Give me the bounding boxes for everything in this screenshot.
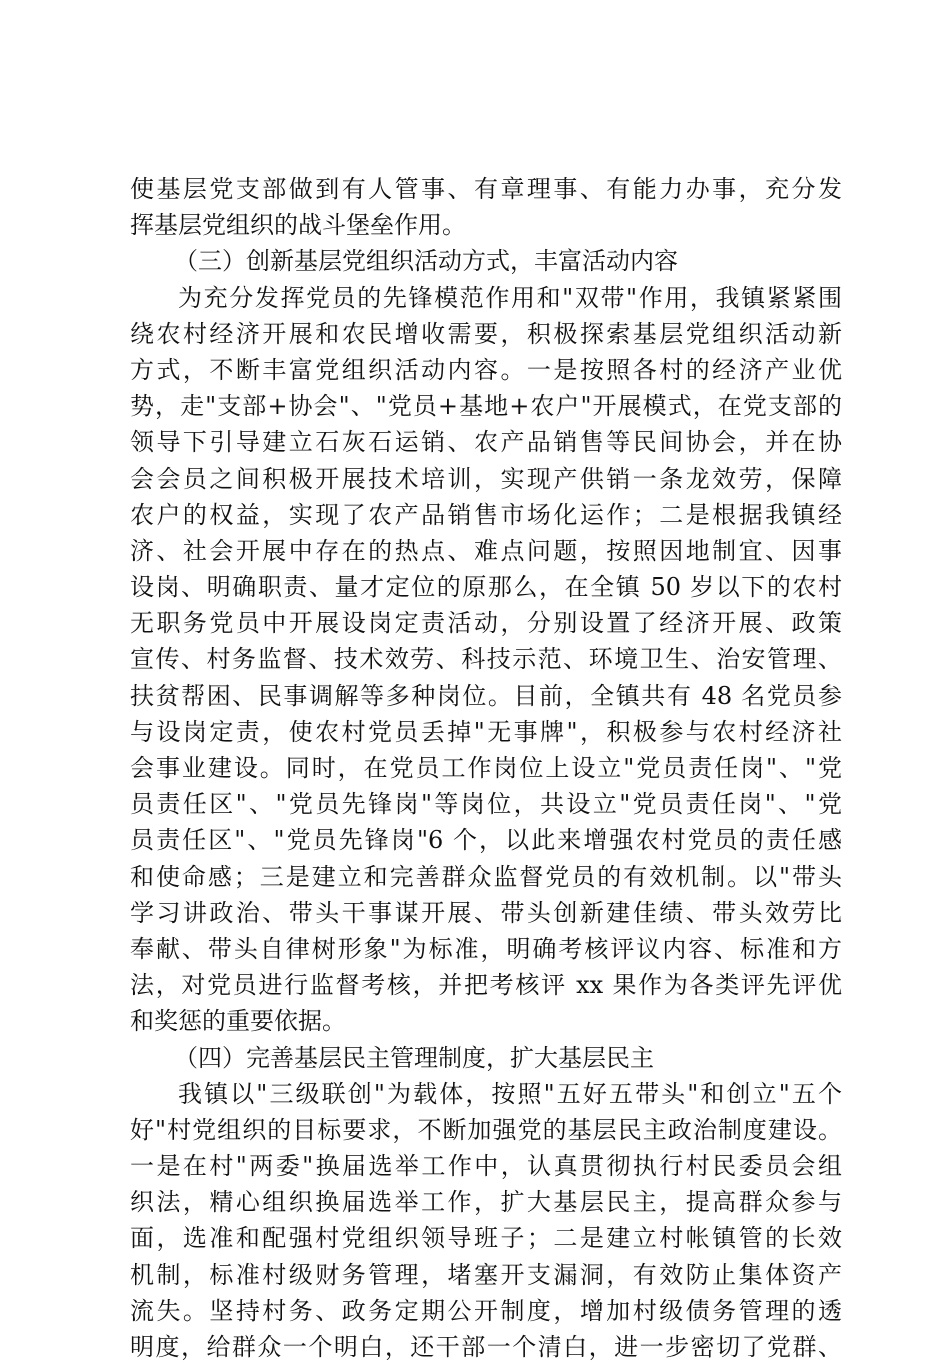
- paragraph-line: 宣传、村务监督、技术效劳、科技示范、环境卫生、治安管理、: [130, 645, 842, 674]
- paragraph-line: 设岗、明确职责、量才定位的原那么，在全镇 50 岁以下的农村: [130, 573, 842, 602]
- paragraph-line: 会会员之间积极开展技术培训，实现产供销一条龙效劳，保障: [130, 464, 842, 493]
- paragraph-line: 与设岗定责，使农村党员丢掉"无事牌"，积极参与农村经济社: [130, 717, 842, 746]
- paragraph-line: 使基层党支部做到有人管事、有章理事、有能力办事，充分发: [130, 175, 842, 203]
- paragraph-line: 员责任区"、"党员先锋岗"等岗位，共设立"党员责任岗"、"党: [130, 790, 842, 819]
- paragraph-line: 扶贫帮困、民事调解等多种岗位。目前，全镇共有 48 名党员参: [130, 681, 842, 710]
- paragraph-line: 法，对党员进行监督考核，并把考核评 xx 果作为各类评先评优: [130, 971, 842, 1000]
- paragraph-line: 织法，精心组织换届选举工作，扩大基层民主，提高群众参与: [130, 1188, 842, 1217]
- paragraph-line: 势，走"支部+协会"、"党员+基地+农户"开展模式，在党支部的: [130, 392, 842, 421]
- paragraph-line: 无职务党员中开展设岗定责活动，分别设置了经济开展、政策: [130, 609, 842, 638]
- paragraph-line: 农户的权益，实现了农产品销售市场化运作；二是根据我镇经: [130, 500, 842, 529]
- paragraph-line: 好"村党组织的目标要求，不断加强党的基层民主政治制度建设。: [130, 1115, 842, 1144]
- paragraph-line: 学习讲政治、带头干事谋开展、带头创新建佳绩、带头效劳比: [130, 898, 842, 927]
- paragraph-line: 领导下引导建立石灰石运销、农产品销售等民间协会，并在协: [130, 428, 842, 457]
- paragraph-line: 奉献、带头自律树形象"为标准，明确考核评议内容、标准和方: [130, 934, 842, 963]
- section-heading-4: （四）完善基层民主管理制度，扩大基层民主: [174, 1043, 654, 1072]
- paragraph-line: 为充分发挥党员的先锋模范作用和"双带"作用，我镇紧紧围: [178, 283, 842, 312]
- paragraph-line: 会事业建设。同时，在党员工作岗位上设立"党员责任岗"、"党: [130, 754, 842, 782]
- paragraph-line: 和使命感；三是建立和完善群众监督党员的有效机制。以"带头: [130, 862, 842, 891]
- paragraph-line: 绕农村经济开展和农民增收需要，积极探索基层党组织活动新: [130, 319, 842, 348]
- paragraph-line: 机制，标准村级财务管理，堵塞开支漏洞，有效防止集体资产: [130, 1260, 842, 1289]
- paragraph-line: 方式，不断丰富党组织活动内容。一是按照各村的经济产业优: [130, 355, 842, 384]
- paragraph-line: 面，选准和配强村党组织领导班子；二是建立村帐镇管的长效: [130, 1224, 842, 1253]
- paragraph-line: 一是在村"两委"换届选举工作中，认真贯彻执行村民委员会组: [130, 1152, 842, 1181]
- paragraph-line: 员责任区"、"党员先锋岗"6 个，以此来增强农村党员的责任感: [130, 826, 842, 855]
- paragraph-line: 我镇以"三级联创"为载体，按照"五好五带头"和创立"五个: [178, 1079, 842, 1108]
- document-body: [130, 171, 842, 1365]
- paragraph-line: 和奖惩的重要依据。: [130, 1007, 346, 1036]
- paragraph-line: 流失。坚持村务、政务定期公开制度，增加村级债务管理的透: [130, 1296, 842, 1325]
- paragraph-line: 明度，给群众一个明白，还干部一个清白，进一步密切了党群、: [130, 1333, 842, 1361]
- paragraph-line: 挥基层党组织的战斗堡垒作用。: [130, 211, 466, 240]
- paragraph-line: 济、社会开展中存在的热点、难点问题，按照因地制宜、因事: [130, 536, 842, 565]
- section-heading-3: （三）创新基层党组织活动方式，丰富活动内容: [174, 247, 678, 276]
